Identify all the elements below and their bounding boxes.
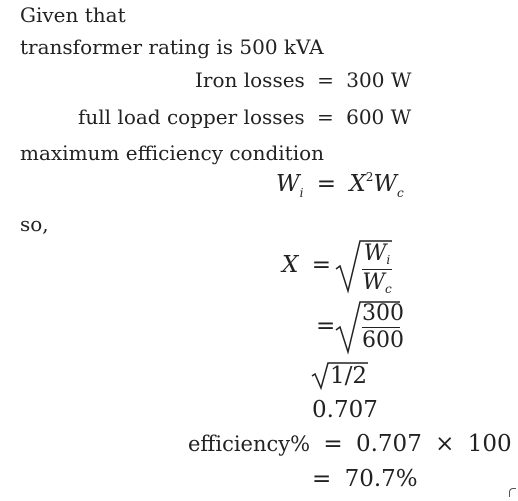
times-sign: × — [435, 431, 455, 457]
efficiency-factor: 0.707 — [355, 431, 422, 457]
sqrt-one-half: 1/2 — [330, 363, 368, 389]
copper-losses — [78, 105, 411, 129]
iron-losses — [195, 68, 411, 92]
equals-sign: = — [311, 252, 331, 278]
300-over-600-fraction — [362, 301, 404, 353]
given-heading: Given that — [20, 3, 126, 27]
efficiency-result-value: 70.7% — [344, 466, 418, 492]
copper-losses-value: 600 W — [346, 105, 412, 129]
equals-sign: = — [323, 431, 343, 457]
efficiency-multiplier: 100 — [467, 431, 512, 457]
numerator-subscript: i — [386, 253, 391, 267]
x-definition — [282, 253, 337, 277]
resize-corner-icon — [509, 488, 516, 497]
efficiency-equation — [188, 432, 512, 456]
denominator-subscript: c — [384, 282, 392, 296]
wi-subscript: i — [299, 186, 304, 200]
x-superscript: 2 — [365, 170, 374, 184]
equals-sign: = — [316, 105, 334, 129]
wc-symbol: W — [373, 171, 398, 197]
efficiency-result — [306, 467, 418, 491]
equals-sign: = — [317, 68, 334, 92]
iron-losses-label: Iron losses — [195, 68, 305, 92]
max-efficiency-equation — [276, 172, 404, 199]
wi-symbol: W — [276, 171, 300, 197]
copper-losses-label: full load copper losses — [78, 105, 305, 129]
x-symbol: X — [349, 171, 366, 197]
numerator: 300 — [362, 301, 404, 326]
denominator: 600 — [362, 328, 404, 353]
wi-over-wc-fraction — [362, 242, 392, 297]
numerator-w: W — [363, 241, 387, 266]
equals-sign: = — [316, 313, 336, 339]
iron-losses-value: 300 W — [346, 68, 412, 92]
wc-subscript: c — [397, 186, 404, 200]
equals-sign: = — [316, 171, 337, 197]
denominator-w: W — [362, 270, 385, 295]
value-0707: 0.707 — [312, 397, 378, 423]
x-symbol: X — [282, 252, 299, 278]
equals-sign: = — [312, 466, 332, 492]
efficiency-label: efficiency% — [188, 432, 311, 456]
transformer-rating: transformer rating is 500 kVA — [20, 35, 324, 59]
so-text: so, — [20, 212, 49, 236]
max-efficiency-condition: maximum efficiency condition — [20, 141, 325, 165]
